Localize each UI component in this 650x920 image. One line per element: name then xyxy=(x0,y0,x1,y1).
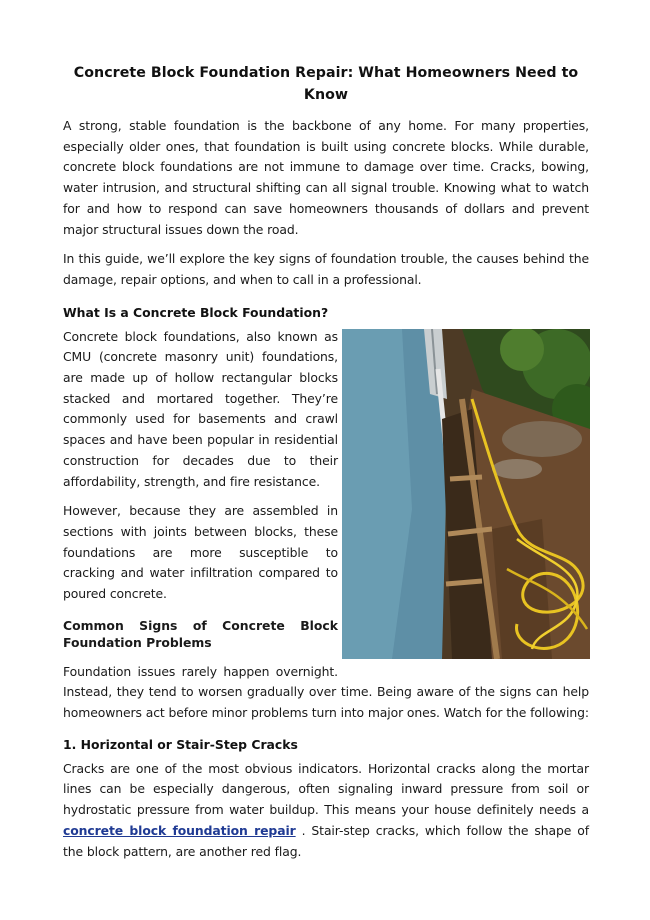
document-page xyxy=(63,62,589,871)
section3-text-after: . Stair-step cracks, which follow the shape of the block pattern, are another red flag. xyxy=(63,822,589,859)
section3-paragraph xyxy=(63,759,589,863)
section3-text-before: Cracks are one of the most obvious indicators. Horizontal cracks along the mortar lines can be especially dangerous, often signaling inward pressure from soil or hydrostatic pressure from water buildup. This means your house definitely needs a xyxy=(63,760,589,818)
document-title: Concrete Block Foundation Repair: What Homeowners Need to Know xyxy=(73,65,579,103)
concrete-block-foundation-repair-link[interactable]: concrete block foundation repair xyxy=(63,822,296,838)
section1-paragraph-2: However, because they are assembled in sections with joints between blocks, these foundations are more susceptible to cracking and water infiltration compared to poured concrete. xyxy=(63,503,338,602)
section2-paragraph: Foundation issues rarely happen overnight. Instead, they tend to worsen gradually over time. Being aware of the signs can help homeowners act before minor problems turn into major ones. Watch for the following: xyxy=(63,663,589,721)
section-heading-what-is: What Is a Concrete Block Foundation? xyxy=(63,304,329,320)
section1-paragraph-1: Concrete block foundations, also known as CMU (concrete masonry unit) foundations, are made up of hollow rectangular blocks stacked and mortared together. They’re commonly used for basements and crawl spaces and have been popular in residential construction for decades due to their affordability, strength, and fire resistance. xyxy=(63,328,338,489)
foundation-excavation-photo xyxy=(342,329,590,659)
section-heading-cracks: 1. Horizontal or Stair-Step Cracks xyxy=(63,736,298,752)
intro-paragraph-1: A strong, stable foundation is the backbone of any home. For many properties, especially older ones, that foundation is built using concrete blocks. While durable, concrete block foundations are not immune to damage over time. Cracks, bowing, water intrusion, and structural shifting can all signal trouble. Knowing what to watch for and how to respond can save homeowners thousands of dollars and prevent major structural issues down the road. xyxy=(63,118,589,237)
intro-paragraph-2: In this guide, we’ll explore the key signs of foundation trouble, the causes behind the damage, repair options, and when to call in a professional. xyxy=(63,251,589,287)
section-heading-common-signs: Common Signs of Concrete Block Foundation Problems xyxy=(63,617,338,650)
